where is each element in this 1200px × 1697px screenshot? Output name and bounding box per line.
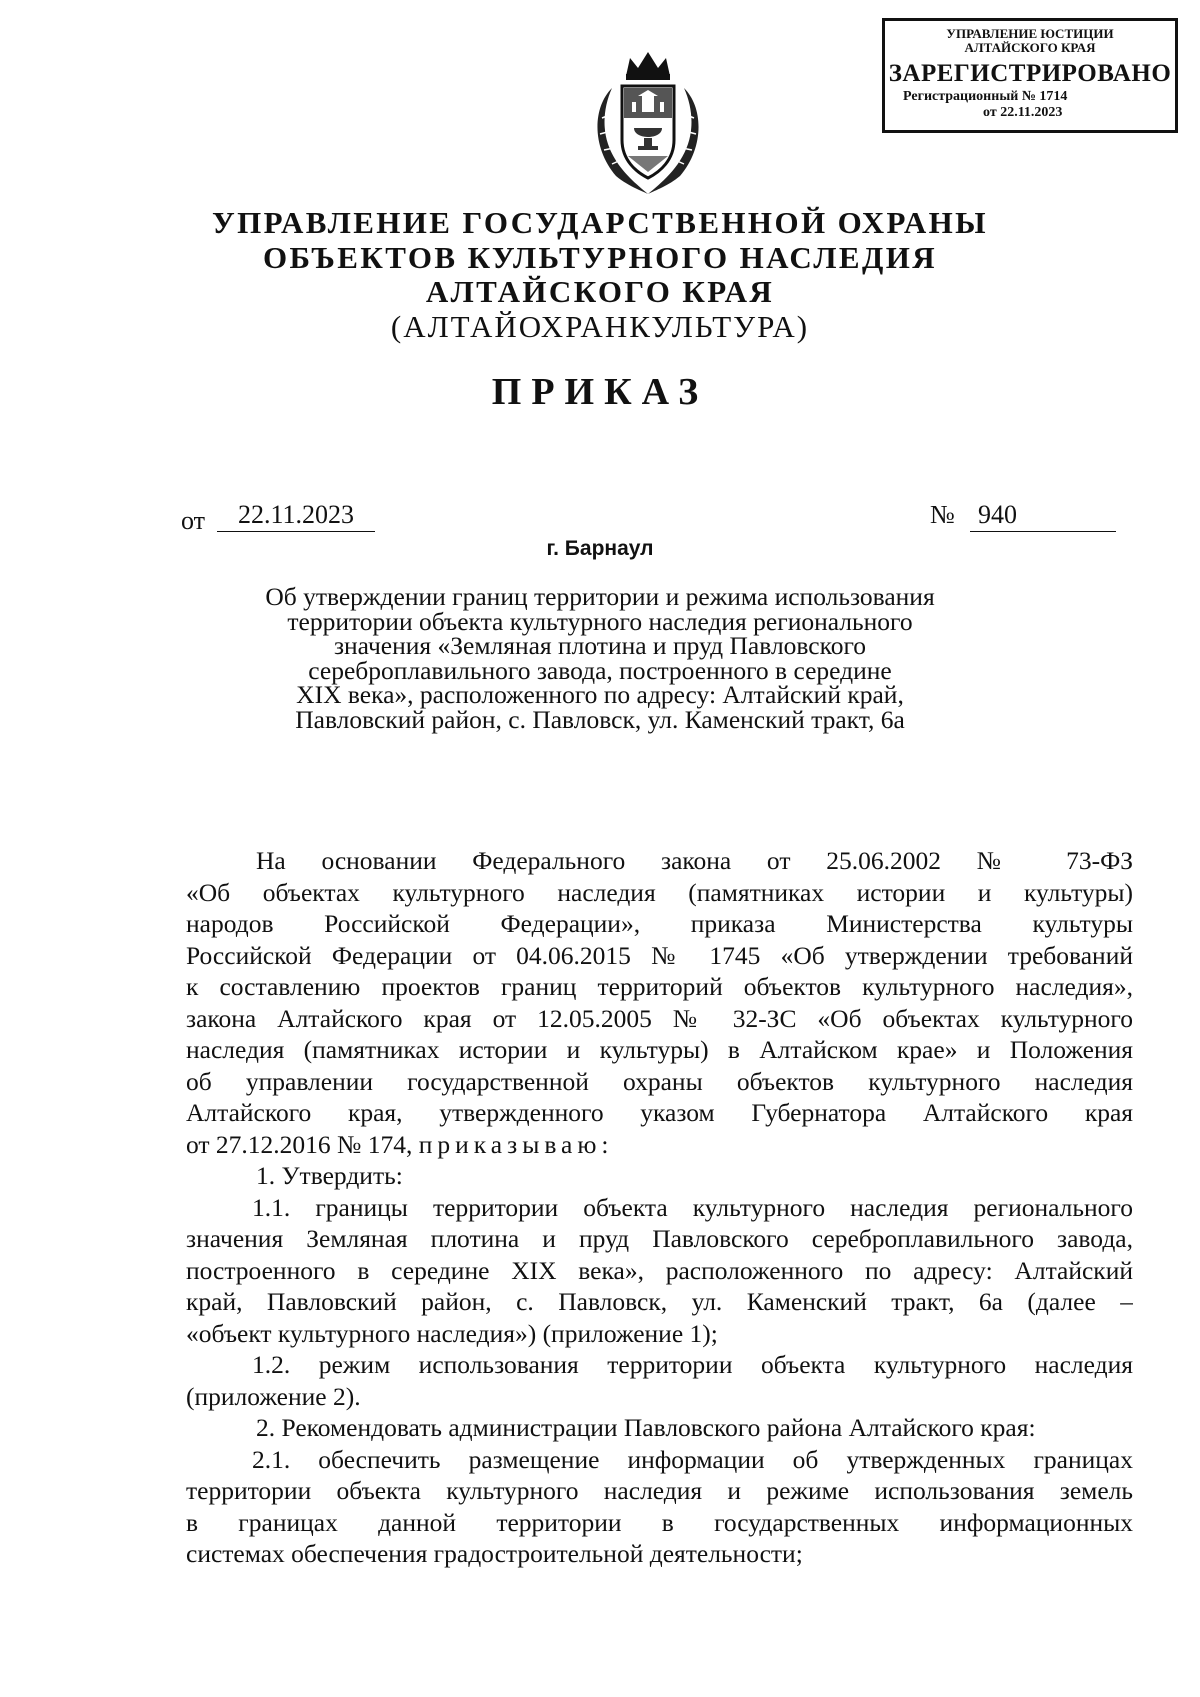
body-line: На основании Федерального закона от 25.06.2002 № 73-ФЗ [256, 846, 1133, 875]
body-line: в границах данной территории в государственных информационных [186, 1507, 1133, 1537]
stamp-reg-number: Регистрационный № 1714 [903, 89, 1068, 104]
order-body [186, 845, 1133, 1570]
stamp-authority-line1: УПРАВЛЕНИЕ ЮСТИЦИИ [946, 26, 1114, 41]
subject-line: XIX века», расположенного по адресу: Алтайский край, [296, 680, 904, 709]
document-date: 22.11.2023 [217, 499, 375, 532]
clause-1-2: 1.2. режим использования территории объекта культурного наследия [252, 1350, 1133, 1379]
body-line: народов Российской Федерации», приказа Министерства культуры [186, 909, 1133, 938]
number-label: № [930, 500, 955, 529]
org-short-name: (АЛТАЙОХРАНКУЛЬТУРА) [390, 309, 810, 344]
document-number: 940 [970, 499, 1116, 532]
body-line: наследия (памятниках истории и культуры) в Алтайском крае» и Положения [186, 1035, 1133, 1064]
order-subject [200, 582, 1000, 734]
body-line: «Об объектах культурного наследия (памятниках истории и культуры) [186, 877, 1133, 907]
body-line: системах обеспечения градостроительной деятельности; [186, 1539, 803, 1568]
stamp-authority-line2: АЛТАЙСКОГО КРАЯ [964, 40, 1096, 55]
subject-line: территории объекта культурного наследия регионального [287, 606, 913, 636]
registration-stamp [882, 18, 1178, 133]
body-line: край, Павловский район, с. Павловск, ул. Каменский тракт, 6а (далее – [186, 1287, 1133, 1316]
body-line: значения Земляная плотина и пруд Павловского сереброплавильного завода, [186, 1224, 1133, 1253]
body-line: об управлении государственной охраны объектов культурного наследия [186, 1066, 1133, 1096]
date-label: от [181, 506, 206, 535]
subject-line: значения «Земляная плотина и пруд Павловского [333, 631, 867, 660]
body-line: закона Алтайского края от 12.05.2005 № 32-ЗС «Об объектах культурного [186, 1003, 1133, 1033]
body-line [186, 1129, 1133, 1161]
body-line: построенного в середине XIX века», расположенного по адресу: Алтайский [186, 1255, 1133, 1285]
clause-2: 2. Рекомендовать администрации Павловского района Алтайского края: [256, 1413, 1036, 1442]
org-name-line3: АЛТАЙСКОГО КРАЯ [425, 274, 775, 309]
subject-line: сереброплавильного завода, построенного в середине [308, 655, 892, 685]
order-verb: приказываю: [418, 1129, 614, 1159]
clause-1-1: 1.1. границы территории объекта культурного наследия регионального [252, 1192, 1133, 1222]
city: г. Барнаул [546, 537, 654, 560]
altai-krai-coat-of-arms-icon [586, 48, 710, 196]
clause-2-1: 2.1. обеспечить размещение информации об утвержденных границах [252, 1444, 1133, 1474]
stamp-reg-date: от 22.11.2023 [983, 105, 1063, 120]
body-line-text: от 27.12.2016 № 174, [186, 1129, 419, 1159]
subject-line: Об утверждении границ территории и режима использования [265, 582, 935, 611]
body-line: Российской Федерации от 04.06.2015 № 1745 «Об утверждении требований [186, 940, 1133, 970]
body-line: (приложение 2). [186, 1381, 361, 1411]
body-line: «объект культурного наследия») (приложение 1); [186, 1318, 718, 1348]
org-name-line1: УПРАВЛЕНИЕ ГОСУДАРСТВЕННОЙ ОХРАНЫ [211, 205, 989, 240]
subject-line: Павловский район, с. Павловск, ул. Каменский тракт, 6а [295, 704, 905, 734]
body-line: Алтайского края, утвержденного указом Губернатора Алтайского края [186, 1098, 1133, 1127]
document-type-title: ПРИКАЗ [491, 371, 709, 413]
org-name-line2: ОБЪЕКТОВ КУЛЬТУРНОГО НАСЛЕДИЯ [262, 240, 938, 275]
clause-1: 1. Утвердить: [256, 1161, 403, 1190]
body-line: к составлению проектов границ территорий объектов культурного наследия», [186, 972, 1133, 1001]
stamp-status: ЗАРЕГИСТРИРОВАНО [888, 60, 1172, 87]
body-line: территории объекта культурного наследия и режиме использования земель [186, 1476, 1133, 1505]
